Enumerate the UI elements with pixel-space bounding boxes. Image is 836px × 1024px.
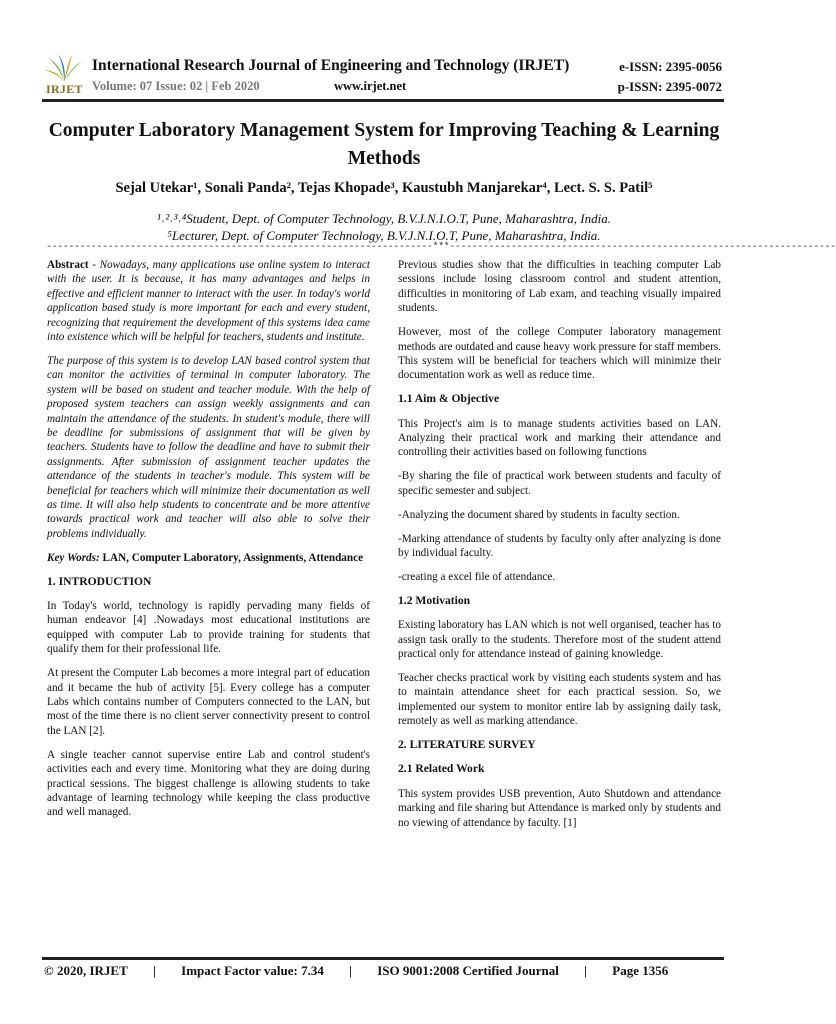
footer-divider: | bbox=[153, 963, 156, 978]
abstract-paragraph-2: The purpose of this system is to develop LAN based control system that can monitor the activities of terminal in computer laboratory. The system will be based on student and teacher module. With the help of proposed system teachers can assign weekly assignments and can maintain the attendance of the students. In student's module, there will be deadline for submissions of assignment that will be given by teachers. Students have to follow the deadline and have to submit their assignments. After submission of assignment teacher updates the attendance of the students in teacher's module. This system will be beneficial for teachers which will minimize their documentation as well as time. It will also help students to concentrate and be more attentive towards practical work and teacher will also able to solve their problems individually. bbox=[47, 354, 370, 540]
aim-objective-heading: 1.1 Aim & Objective bbox=[398, 392, 500, 406]
e-issn: e-ISSN: 2395-0056 bbox=[619, 59, 722, 74]
footer-iso: ISO 9001:2008 Certified Journal bbox=[377, 963, 559, 978]
footer-impact-factor: Impact Factor value: 7.34 bbox=[181, 963, 324, 978]
section-separator: ---------------------------------------------------------------------***--------------------------------------------------------------------- bbox=[46, 242, 836, 253]
keywords-label: Key Words: bbox=[47, 551, 100, 564]
motivation-paragraph-1: Existing laboratory has LAN which is not well organised, teacher has to assign task orally to the students. Therefore most of the student attend practical only for attendance instead of gaining knowledge. bbox=[398, 619, 721, 661]
aim-paragraph-5: -creating a excel file of attendance. bbox=[398, 570, 556, 583]
footer-rule bbox=[42, 957, 724, 960]
abstract-paragraph bbox=[47, 258, 370, 344]
related-work-paragraph: This system provides USB prevention, Auto Shutdown and attendance marking and file sharing but Attendance is marked only by students and no viewing of attendance by faculty. [1] bbox=[398, 787, 721, 829]
paragraph-previous-studies: Previous studies show that the difficulties in teaching computer Lab sessions include losing classroom control and student attention, difficulties in monitoring of Lab exam, and teaching visually impaired students. bbox=[398, 259, 721, 315]
intro-paragraph-3: A single teacher cannot supervise entire Lab and control student's activities each and every time. Monitoring what they are doing during practical sessions. The biggest challenge is allowing students to take advantage of learning technology while keeping the class productive and well managed. bbox=[47, 748, 370, 819]
affiliation-lecturer: ⁵Lecturer, Dept. of Computer Technology, B.V.J.N.I.O.T, Pune, Maharashtra, India. bbox=[167, 228, 601, 243]
affiliation-students: ¹˒²˒³˒⁴Student, Dept. of Computer Technology, B.V.J.N.I.O.T, Pune, Maharashtra, India. bbox=[157, 211, 611, 226]
footer-divider: | bbox=[584, 963, 588, 978]
aim-paragraph-4: -Marking attendance of students by faculty only after analyzing is done by individual faculty. bbox=[398, 532, 721, 559]
literature-survey-heading: 2. LITERATURE SURVEY bbox=[398, 738, 536, 752]
abstract-text: - Nowadays, many applications use online system to interact with the user. It is because, it has many advantages and helps in effective and efficient manner to interact with the user. In today's world application based study is more important for each and every student, recognizing that requirement the development of this systems idea came into existence which will be helpful for teachers, students and institute. bbox=[47, 259, 370, 344]
intro-paragraph-1: In Today's world, technology is rapidly pervading many fields of human endeavor [4] .Nowadays most educational institutions are equipped with computer Lab to provide training for students that qualify them for their professional life. bbox=[47, 600, 370, 656]
left-column bbox=[47, 258, 370, 829]
aim-paragraph-2: -By sharing the file of practical work between students and faculty of specific semester and subject. bbox=[398, 470, 721, 497]
aim-paragraph-3: -Analyzing the document shared by students in faculty section. bbox=[398, 508, 680, 521]
irjet-logo bbox=[42, 52, 86, 98]
volume-issue: Volume: 07 Issue: 02 | Feb 2020 bbox=[92, 79, 260, 93]
page-footer bbox=[44, 963, 668, 979]
footer-divider: | bbox=[349, 963, 352, 978]
footer-copyright: © 2020, IRJET bbox=[44, 963, 128, 978]
website-link[interactable]: www.irjet.net bbox=[334, 79, 407, 93]
paper-title: Computer Laboratory Management System for Improving Teaching & Learning Methods bbox=[48, 120, 720, 169]
related-work-heading: 2.1 Related Work bbox=[398, 762, 485, 776]
intro-paragraph-2: At present the Computer Lab becomes a more integral part of education and it became the hub of activity [5]. Every college has a computer Labs which contains number of Computers connected to the LAN, but most of the time there is no client server connectivity present to control the LAN [2]. bbox=[47, 667, 370, 737]
motivation-heading: 1.2 Motivation bbox=[398, 593, 471, 607]
right-column bbox=[398, 258, 721, 840]
author-list: Sejal Utekar¹, Sonali Panda², Tejas Khopade³, Kaustubh Manjarekar⁴, Lect. S. S. Patil⁵ bbox=[115, 180, 653, 196]
header-rule bbox=[42, 99, 724, 102]
paragraph-however: However, most of the college Computer laboratory management methods are outdated and cause heavy work pressure for staff members. This system will be beneficial for teachers which will minimize their documentation work as well as reduce time. bbox=[398, 326, 721, 382]
abstract-label: Abstract bbox=[47, 259, 89, 271]
keywords-text: LAN, Computer Laboratory, Assignments, Attendance bbox=[99, 551, 364, 564]
logo-text: IRJET bbox=[46, 82, 83, 96]
motivation-paragraph-2: Teacher checks practical work by visiting each students system and has to maintain attendance sheet for each practical session. So, we implemented our system to monitor entire lab by assigning daily task, remotely as well as marking attendance. bbox=[398, 671, 721, 728]
p-issn: p-ISSN: 2395-0072 bbox=[617, 79, 722, 94]
keywords-paragraph bbox=[47, 551, 370, 565]
journal-name: International Research Journal of Engineering and Technology (IRJET) bbox=[92, 57, 570, 74]
introduction-heading: 1. INTRODUCTION bbox=[47, 574, 152, 588]
aim-paragraph-1: This Project's aim is to manage students activities based on LAN. Analyzing their practical work and marking their attendance and controlling their activities based on following functions bbox=[398, 417, 721, 459]
footer-page-number: Page 1356 bbox=[612, 963, 669, 978]
